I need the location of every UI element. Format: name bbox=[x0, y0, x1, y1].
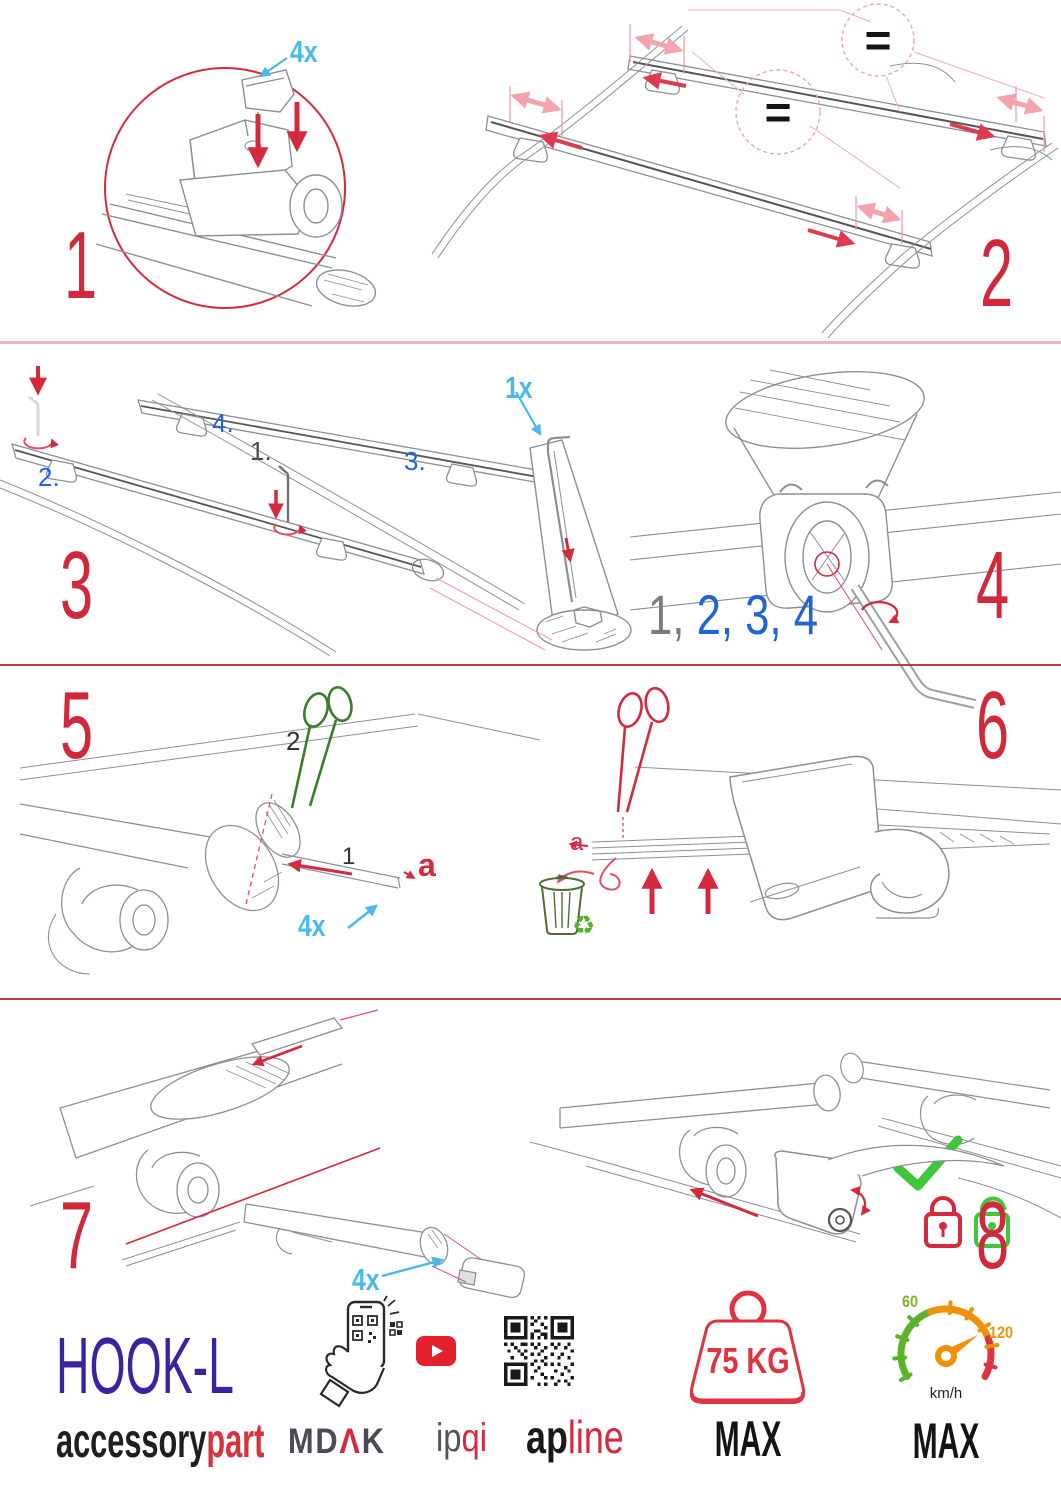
section-divider-3 bbox=[0, 998, 1061, 1000]
crossbars-drawing bbox=[432, 26, 1058, 338]
equal-sign-left: = bbox=[764, 86, 792, 138]
strip-pointer bbox=[340, 1010, 378, 1020]
step1-quantity-label: 4x bbox=[290, 34, 318, 69]
step1-illustration bbox=[40, 18, 410, 333]
step7-quantity-label: 4x bbox=[352, 1262, 380, 1297]
zoom-link-line bbox=[126, 1148, 380, 1244]
bar-end-magnifier bbox=[530, 437, 631, 650]
lock-cover-drawing bbox=[530, 1073, 1004, 1242]
step3-illustration bbox=[0, 352, 640, 657]
apline-first: ap bbox=[526, 1411, 568, 1463]
weight-value: 75 KG bbox=[706, 1339, 790, 1381]
apline-logo bbox=[526, 1410, 624, 1464]
youtube-icon bbox=[416, 1336, 456, 1366]
step4-number: 4 bbox=[976, 532, 1008, 639]
section-divider-1 bbox=[0, 341, 1061, 344]
speed-max-label: MAX bbox=[912, 1413, 980, 1469]
brand-first: accessory bbox=[56, 1415, 207, 1468]
step4-sequence bbox=[648, 582, 818, 647]
step8-number: 8 bbox=[976, 1182, 1008, 1289]
sequence-rest: 2, 3, 4 bbox=[684, 583, 818, 646]
speedometer-icon bbox=[876, 1292, 1016, 1406]
step5-quantity-label: 4x bbox=[298, 908, 326, 943]
edge-label: a bbox=[570, 829, 584, 856]
sequence-first: 1, bbox=[648, 583, 685, 646]
bar-end-drawing bbox=[20, 714, 540, 974]
brand-logo bbox=[56, 1415, 265, 1468]
mdak-last: K bbox=[361, 1422, 386, 1461]
mdak-caret: Λ bbox=[339, 1422, 362, 1461]
order-label-3: 3. bbox=[404, 446, 426, 476]
cut-order-label: 2 bbox=[286, 726, 301, 756]
qr-code bbox=[504, 1316, 574, 1386]
insert-order-label: 1 bbox=[342, 843, 356, 870]
recycle-icon: ♻ bbox=[572, 910, 596, 940]
product-name: HOOK-L bbox=[56, 1321, 234, 1410]
equal-sign-right: = bbox=[864, 14, 892, 66]
scissors-icon bbox=[615, 686, 672, 812]
mdak-first: MD bbox=[288, 1422, 340, 1461]
step1-number: 1 bbox=[64, 212, 96, 319]
brand-second: part bbox=[206, 1415, 265, 1468]
speedometer-needle bbox=[935, 1335, 978, 1367]
weight-max-label: MAX bbox=[714, 1411, 782, 1467]
order-label-1: 1. bbox=[250, 436, 272, 466]
mdak-logo bbox=[288, 1422, 386, 1462]
push-up-arrows bbox=[652, 872, 708, 914]
step5-illustration bbox=[20, 672, 540, 990]
zoom-link-lines bbox=[430, 578, 552, 650]
apline-second: line bbox=[567, 1411, 624, 1463]
edge-label: a bbox=[418, 847, 436, 883]
step5-number: 5 bbox=[60, 672, 92, 779]
order-label-4: 4. bbox=[212, 408, 234, 438]
scan-qr-phone-icon bbox=[318, 1296, 428, 1406]
endcap-drawing bbox=[244, 1204, 524, 1297]
step6-number: 6 bbox=[976, 672, 1008, 779]
offcut-curl bbox=[600, 858, 619, 890]
turn-arc-1 bbox=[24, 438, 52, 448]
speed-unit-label: km/h bbox=[929, 1385, 963, 1402]
speed-high-label: 120 bbox=[988, 1323, 1014, 1343]
section-divider-2 bbox=[0, 664, 1061, 666]
quantity-pointer bbox=[348, 906, 376, 928]
ipqi-first: ip bbox=[436, 1416, 462, 1460]
edge-pointer bbox=[404, 872, 414, 878]
max-weight-icon bbox=[672, 1283, 824, 1409]
lock-closed-icon bbox=[926, 1198, 960, 1246]
ghost-hex-key bbox=[29, 397, 38, 436]
step7-number: 7 bbox=[60, 1182, 92, 1289]
bracket-drawing bbox=[592, 756, 1061, 919]
step7-illustration bbox=[30, 1008, 530, 1288]
order-label-2: 2. bbox=[38, 462, 60, 492]
speed-low-label: 60 bbox=[901, 1292, 919, 1312]
step3-quantity-label: 1x bbox=[505, 370, 533, 405]
ipqi-second: qi bbox=[461, 1416, 488, 1460]
finished-assembly-drawing bbox=[838, 1051, 1061, 1218]
step2-number: 2 bbox=[980, 220, 1012, 327]
step2-illustration bbox=[430, 0, 1061, 340]
ipqi-logo bbox=[436, 1416, 487, 1461]
step3-number: 3 bbox=[60, 532, 92, 639]
scissors-icon bbox=[292, 685, 355, 808]
quantity-pointer bbox=[382, 1260, 442, 1276]
